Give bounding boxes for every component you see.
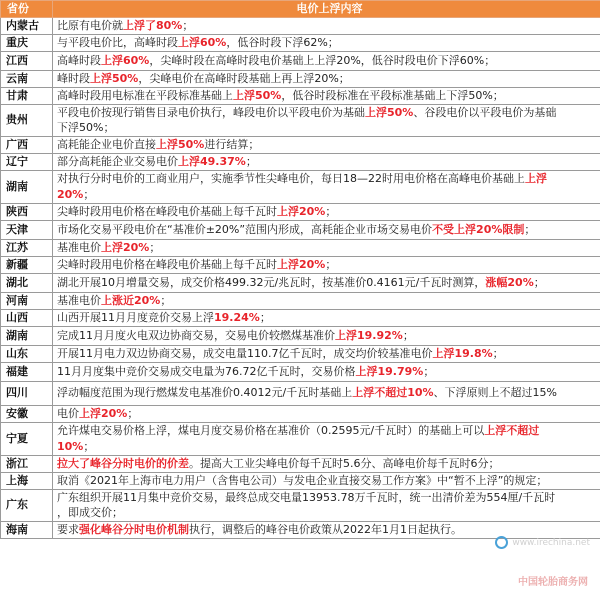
content-text: 下浮50%； xyxy=(57,121,115,134)
highlight-text: 强化峰谷分时电价机制 xyxy=(79,522,189,536)
table-row xyxy=(1,239,600,256)
province-cell: 湖南 xyxy=(1,326,53,345)
content-text: 尖峰时段用电价格在峰段电价基础上每千瓦时 xyxy=(57,204,277,218)
highlight-text: 上浮49.37% xyxy=(178,154,246,168)
content-text: 11月月度集中竞价交易成交电量为76.72亿千瓦时，交易价格 xyxy=(57,364,356,378)
content-cell xyxy=(53,292,600,309)
table-row xyxy=(1,362,600,381)
highlight-text: 上浮不超过 xyxy=(484,424,540,437)
content-line xyxy=(57,240,600,256)
highlight-text: 上浮60% xyxy=(101,53,150,67)
content-text: 电价 xyxy=(57,406,79,420)
table-row xyxy=(1,136,600,153)
table-row xyxy=(1,472,600,489)
province-cell: 上海 xyxy=(1,472,53,489)
content-cell xyxy=(53,422,600,455)
content-text: 与平段电价比，高峰时段 xyxy=(57,35,178,49)
province-cell: 广西 xyxy=(1,136,53,153)
brand-watermark: 中国轮胎商务网 xyxy=(518,577,588,588)
table-row xyxy=(1,309,600,326)
content-text: 广东组织开展11月集中竞价交易，最终总成交电量13953.78万千瓦时，统一出清价差为554厘/千瓦时 xyxy=(57,490,556,504)
content-text: ； xyxy=(160,293,172,307)
highlight-text: 上浮19.92% xyxy=(335,328,403,342)
highlight-text: 上浮20% xyxy=(101,240,150,254)
content-line xyxy=(57,364,600,380)
content-text: ； xyxy=(83,187,95,201)
content-text: 浮动幅度范围为现行燃煤发电基准价0.4012元/千瓦时基础上 xyxy=(57,386,353,400)
content-cell xyxy=(53,87,600,104)
highlight-text: 上浮50% xyxy=(365,105,414,119)
watermark-logo-icon xyxy=(495,536,508,549)
content-text: 高峰时段用电标准在平段标准基础上 xyxy=(57,88,233,102)
content-text: ； xyxy=(423,364,435,378)
content-line xyxy=(57,473,600,489)
content-line xyxy=(57,105,600,121)
content-cell xyxy=(53,326,600,345)
highlight-text: 涨幅20% xyxy=(485,275,534,289)
content-cell xyxy=(53,70,600,87)
content-line xyxy=(57,310,600,326)
content-cell xyxy=(53,345,600,362)
highlight-text: 上浮50% xyxy=(156,137,205,151)
content-line xyxy=(57,456,600,472)
content-line xyxy=(57,522,600,538)
highlight-text: 上浮20% xyxy=(277,204,326,218)
content-line xyxy=(57,439,600,455)
content-text: ； xyxy=(259,310,271,324)
highlight-text: 上浮了80% xyxy=(123,19,183,32)
content-line xyxy=(57,406,600,422)
content-column-header: 电价上浮内容 xyxy=(53,1,600,18)
table-row xyxy=(1,34,600,51)
content-text: 基准电价 xyxy=(57,240,101,254)
highlight-text: 上浮19.79% xyxy=(355,364,424,378)
content-text: 。提高大工业尖峰电价每千瓦时5.6分、高峰电价每千瓦时6分； xyxy=(189,456,500,470)
content-cell xyxy=(53,170,600,203)
content-text: ； xyxy=(182,19,194,32)
highlight-text: 上涨近20% xyxy=(101,293,161,307)
content-text: ； xyxy=(524,222,536,236)
highlight-text: 上浮50% xyxy=(90,71,139,85)
highlight-text: 拉大了峰谷分时电价的价差 xyxy=(57,456,189,470)
province-cell: 辽宁 xyxy=(1,153,53,170)
content-line xyxy=(57,71,600,87)
highlight-text: 上浮19.8% xyxy=(432,346,493,360)
highlight-text: 上浮不超过10% xyxy=(352,386,434,400)
content-text: 对执行分时电价的工商业用户，实施季节性尖峰电价，每日18—22时用电价格在高峰电价基础上 xyxy=(57,172,525,185)
content-text: ； xyxy=(492,346,504,360)
content-text: ，低谷时段标准在平段标准基础上下浮50%； xyxy=(281,88,504,102)
highlight-text: 不受上浮20%限制 xyxy=(432,222,525,236)
province-cell: 安徽 xyxy=(1,405,53,422)
content-text: ； xyxy=(149,240,161,254)
content-line xyxy=(57,137,600,153)
content-text: 市场化交易平段电价在“基准价±20%”范围内形成，高耗能企业市场交易电价 xyxy=(57,222,433,236)
table-row xyxy=(1,170,600,203)
table-row xyxy=(1,455,600,472)
content-cell xyxy=(53,136,600,153)
content-cell xyxy=(53,18,600,35)
content-line xyxy=(57,423,600,439)
province-cell: 宁夏 xyxy=(1,422,53,455)
table-row xyxy=(1,220,600,239)
province-cell: 新疆 xyxy=(1,256,53,273)
province-cell: 广东 xyxy=(1,489,53,521)
content-text: 、谷段电价以平段电价为基础 xyxy=(413,105,557,119)
content-line xyxy=(57,53,600,69)
content-text: ，低谷时段下浮62%； xyxy=(226,35,339,49)
province-cell: 云南 xyxy=(1,70,53,87)
content-line xyxy=(57,490,600,506)
province-cell: 天津 xyxy=(1,220,53,239)
province-cell: 湖北 xyxy=(1,273,53,292)
province-cell: 湖南 xyxy=(1,170,53,203)
content-cell xyxy=(53,51,600,70)
content-cell xyxy=(53,273,600,292)
province-cell: 江西 xyxy=(1,51,53,70)
province-cell: 山东 xyxy=(1,345,53,362)
content-cell xyxy=(53,309,600,326)
content-cell xyxy=(53,405,600,422)
province-cell: 河南 xyxy=(1,292,53,309)
content-cell xyxy=(53,104,600,136)
content-cell xyxy=(53,203,600,220)
content-line xyxy=(57,204,600,220)
content-line xyxy=(57,171,600,187)
content-text: ； xyxy=(245,154,257,168)
content-text: ，即成交价； xyxy=(57,506,123,519)
province-cell: 内蒙古 xyxy=(1,18,53,35)
content-text: ，尖峰时段在高峰时段电价基础上上浮20%，低谷时段电价下浮60%； xyxy=(149,53,496,67)
table-row xyxy=(1,256,600,273)
table-body xyxy=(1,18,600,539)
highlight-text: 10% xyxy=(57,439,84,453)
content-line xyxy=(57,257,600,273)
content-text: 高耗能企业电价直接 xyxy=(57,137,156,151)
province-cell: 贵州 xyxy=(1,104,53,136)
table-row xyxy=(1,51,600,70)
content-cell xyxy=(53,153,600,170)
content-text: 峰时段 xyxy=(57,71,90,85)
highlight-text: 上浮20% xyxy=(277,257,326,271)
table-row xyxy=(1,273,600,292)
highlight-text: 上浮 xyxy=(525,172,547,185)
province-column-header: 省份 xyxy=(1,1,53,18)
table-row xyxy=(1,203,600,220)
content-text: 允许煤电交易价格上浮，煤电月度交易价格在基准价（0.2595元/千瓦时）的基础上可以 xyxy=(57,424,485,437)
content-text: 完成11月月度火电双边协商交易，交易电价较燃煤基准价 xyxy=(57,328,335,342)
content-text: ； xyxy=(325,204,337,218)
content-cell xyxy=(53,381,600,405)
content-text: 基准电价 xyxy=(57,293,101,307)
content-cell xyxy=(53,220,600,239)
province-cell: 江苏 xyxy=(1,239,53,256)
content-cell xyxy=(53,34,600,51)
highlight-text: 上浮60% xyxy=(178,35,227,49)
content-line xyxy=(57,154,600,170)
content-cell xyxy=(53,256,600,273)
content-line xyxy=(57,385,600,401)
table-row xyxy=(1,292,600,309)
province-cell: 福建 xyxy=(1,362,53,381)
highlight-text: 20% xyxy=(57,187,84,201)
content-line xyxy=(57,328,600,344)
content-line xyxy=(57,35,600,51)
content-cell xyxy=(53,455,600,472)
table-row xyxy=(1,326,600,345)
province-cell: 重庆 xyxy=(1,34,53,51)
table-row xyxy=(1,104,600,136)
content-line xyxy=(57,222,600,238)
content-line xyxy=(57,275,600,291)
table-row xyxy=(1,381,600,405)
content-line xyxy=(57,293,600,309)
province-cell: 山西 xyxy=(1,309,53,326)
content-line xyxy=(57,88,600,104)
content-line xyxy=(57,18,600,34)
content-text: ； xyxy=(325,257,337,271)
content-text: 进行结算； xyxy=(204,137,260,151)
highlight-text: 上浮20% xyxy=(79,406,128,420)
content-text: ，尖峰电价在高峰时段基础上再上浮20%； xyxy=(138,71,350,85)
highlight-text: 19.24% xyxy=(214,310,260,324)
table-row xyxy=(1,18,600,35)
province-cell: 海南 xyxy=(1,521,53,538)
content-line xyxy=(57,346,600,362)
table-row xyxy=(1,345,600,362)
site-watermark-text: www.irechina.net xyxy=(512,537,590,548)
table-row xyxy=(1,489,600,521)
content-line xyxy=(57,187,600,203)
content-text: 山西开展11月月度竞价交易上浮 xyxy=(57,310,214,324)
content-text: 取消《2021年上海市电力用户（含售电公司）与发电企业直接交易工作方案》中“暂不上浮”的规定； xyxy=(57,473,548,487)
content-text: 执行，调整后的峰谷电价政策从2022年1月1日起执行。 xyxy=(189,522,462,536)
content-text: 要求 xyxy=(57,522,79,536)
province-cell: 四川 xyxy=(1,381,53,405)
table-row xyxy=(1,70,600,87)
content-text: 平段电价按现行销售目录电价执行，峰段电价以平段电价为基础 xyxy=(57,105,365,119)
content-line xyxy=(57,120,600,136)
table-header-row xyxy=(1,1,600,18)
content-cell xyxy=(53,239,600,256)
content-text: ； xyxy=(533,275,545,289)
content-text: 尖峰时段用电价格在峰段电价基础上每千瓦时 xyxy=(57,257,277,271)
table-row xyxy=(1,422,600,455)
province-cell: 陕西 xyxy=(1,203,53,220)
table-row xyxy=(1,405,600,422)
content-text: 高峰时段 xyxy=(57,53,101,67)
content-text: 、下浮原则上不超过15% xyxy=(433,386,557,400)
table-row xyxy=(1,153,600,170)
content-text: ； xyxy=(83,439,95,453)
content-text: 开展11月电力双边协商交易，成交电量110.7亿千瓦时，成交均价较基准电价 xyxy=(57,346,433,360)
table-row xyxy=(1,87,600,104)
content-text: ； xyxy=(402,328,414,342)
content-line xyxy=(57,505,600,521)
site-watermark xyxy=(495,536,590,549)
content-text: ； xyxy=(127,406,139,420)
content-cell xyxy=(53,362,600,381)
province-cell: 浙江 xyxy=(1,455,53,472)
content-text: 湖北开展10月增量交易，成交价格499.32元/兆瓦时，按基准价0.4161元/千瓦时测算， xyxy=(57,275,486,289)
content-text: 比原有电价就 xyxy=(57,19,123,32)
province-cell: 甘肃 xyxy=(1,87,53,104)
content-text: 部分高耗能企业交易电价 xyxy=(57,154,178,168)
content-cell xyxy=(53,472,600,489)
highlight-text: 上浮50% xyxy=(233,88,282,102)
content-cell xyxy=(53,489,600,521)
